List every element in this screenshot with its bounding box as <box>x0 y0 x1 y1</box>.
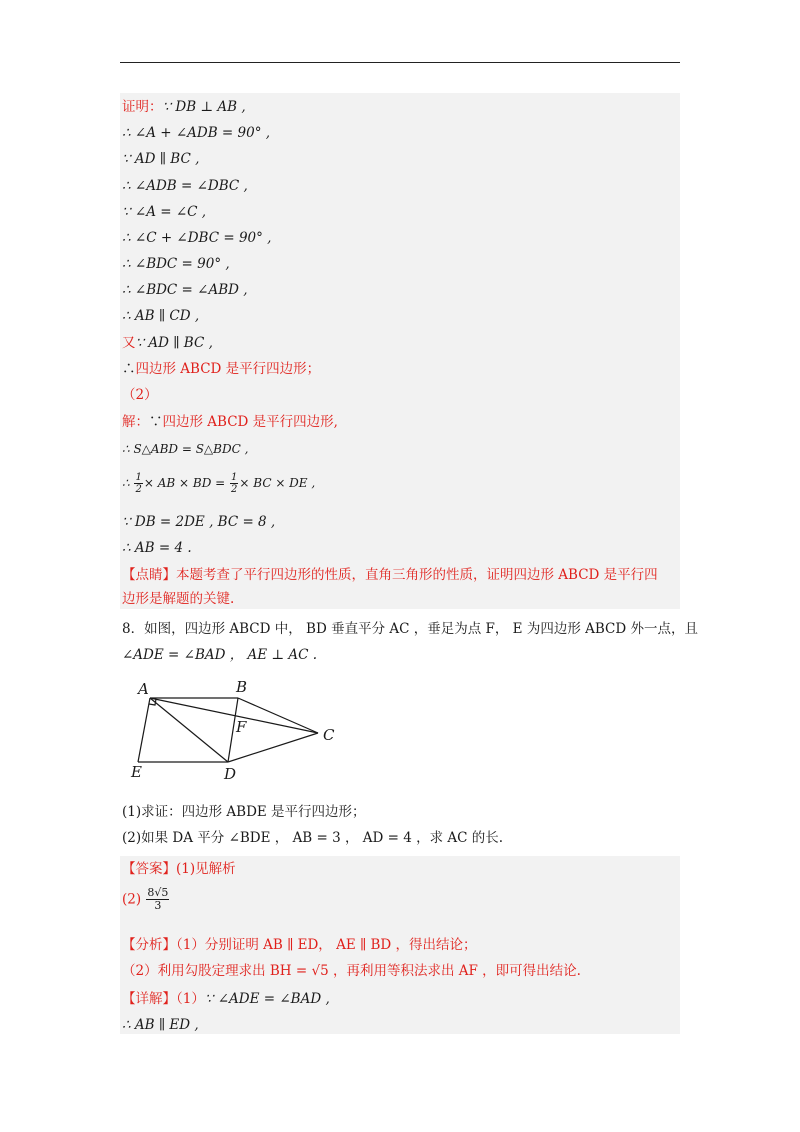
label-f: F <box>236 718 247 736</box>
header-rule <box>120 62 680 63</box>
label-d: D <box>224 765 237 783</box>
answer-fraction: $\frac{8√5}{3}$ <box>147 886 169 912</box>
proof-line-16: ∴ AB = 4 . <box>122 540 192 556</box>
label-c: C <box>323 726 335 744</box>
analysis-line-1: 【分析】（1）分别证明 AB ∥ ED， AE ∥ BD ，得出结论； <box>122 937 477 953</box>
segment-ea <box>138 698 150 762</box>
answer-2: (2) $\frac{8√5}{3}$ <box>122 886 169 912</box>
problem-8-line-1: 8．如图，四边形 ABCD 中， BD 垂直平分 AC ，垂足为点 F， E 为四边形 ABCD 外一点，且 <box>122 621 698 637</box>
label-a: A <box>138 680 149 698</box>
geometry-figure <box>128 678 358 784</box>
question-1: (1)求证：四边形 ABDE 是平行四边形； <box>122 804 366 820</box>
problem-8-line-2: ∠ADE = ∠BAD ， AE ⊥ AC . <box>122 647 318 663</box>
proof-line-2: ∴ ∠A + ∠ADB = 90° , <box>122 125 271 141</box>
label-b: B <box>236 678 248 696</box>
proof-line-6: ∴ ∠C + ∠DBC = 90° , <box>122 230 272 246</box>
comment-line-2: 边形是解题的关键. <box>122 591 235 607</box>
half-fraction: $\frac{1}{2}$ <box>135 472 142 495</box>
label-e: E <box>131 763 142 781</box>
detail-line: 【详解】（1）∵ ∠ADE = ∠BAD , <box>122 991 330 1007</box>
comment-line-1: 【点睛】本题考查了平行四边形的性质，直角三角形的性质，证明四边形 ABCD 是平行四 <box>122 567 658 583</box>
proof-line-7: ∴ ∠BDC = 90° , <box>122 256 230 272</box>
proof-line-1: 证明：∵ DB ⊥ AB , <box>122 99 246 115</box>
segment-ac <box>150 698 318 733</box>
proof-line-8: ∴ ∠BDC = ∠ABD , <box>122 282 248 298</box>
proof-line-9: ∴ AB ∥ CD , <box>122 308 200 324</box>
proof-line-13: ∴ S△ABD = S△BDC , <box>122 442 249 456</box>
last-line: ∴ AB ∥ ED , <box>122 1017 199 1033</box>
segment-ad <box>150 698 228 762</box>
proof-line-14: ∴ $\frac{1}{2}$ × AB × BD = $\frac{1}{2}$ × BC × DE , <box>122 472 316 495</box>
proof-line-15: ∵ DB = 2DE , BC = 8 , <box>122 514 276 530</box>
segment-cd <box>228 733 318 762</box>
proof-line-3: ∵ AD ∥ BC , <box>122 151 200 167</box>
part-2-label: （2） <box>122 387 158 403</box>
proof-line-11: ∴四边形 ABCD 是平行四边形； <box>122 361 321 377</box>
answer-line: 【答案】(1)见解析 <box>122 861 236 877</box>
proof-line-10: 又∵ AD ∥ BC , <box>122 335 213 351</box>
proof-line-12: 解：∵四边形 ABCD 是平行四边形, <box>122 414 338 430</box>
half-fraction: $\frac{1}{2}$ <box>231 472 238 495</box>
proof-line-5: ∵ ∠A = ∠C , <box>122 204 207 220</box>
question-2: (2)如果 DA 平分 ∠BDE ， AB = 3 ， AD = 4 ，求 AC 的长. <box>122 830 504 846</box>
segment-bc <box>238 698 318 733</box>
analysis-line-2: （2）利用勾股定理求出 BH = √5 ，再利用等积法求出 AF ，即可得出结论. <box>122 963 581 979</box>
proof-line-4: ∴ ∠ADB = ∠DBC , <box>122 178 248 194</box>
